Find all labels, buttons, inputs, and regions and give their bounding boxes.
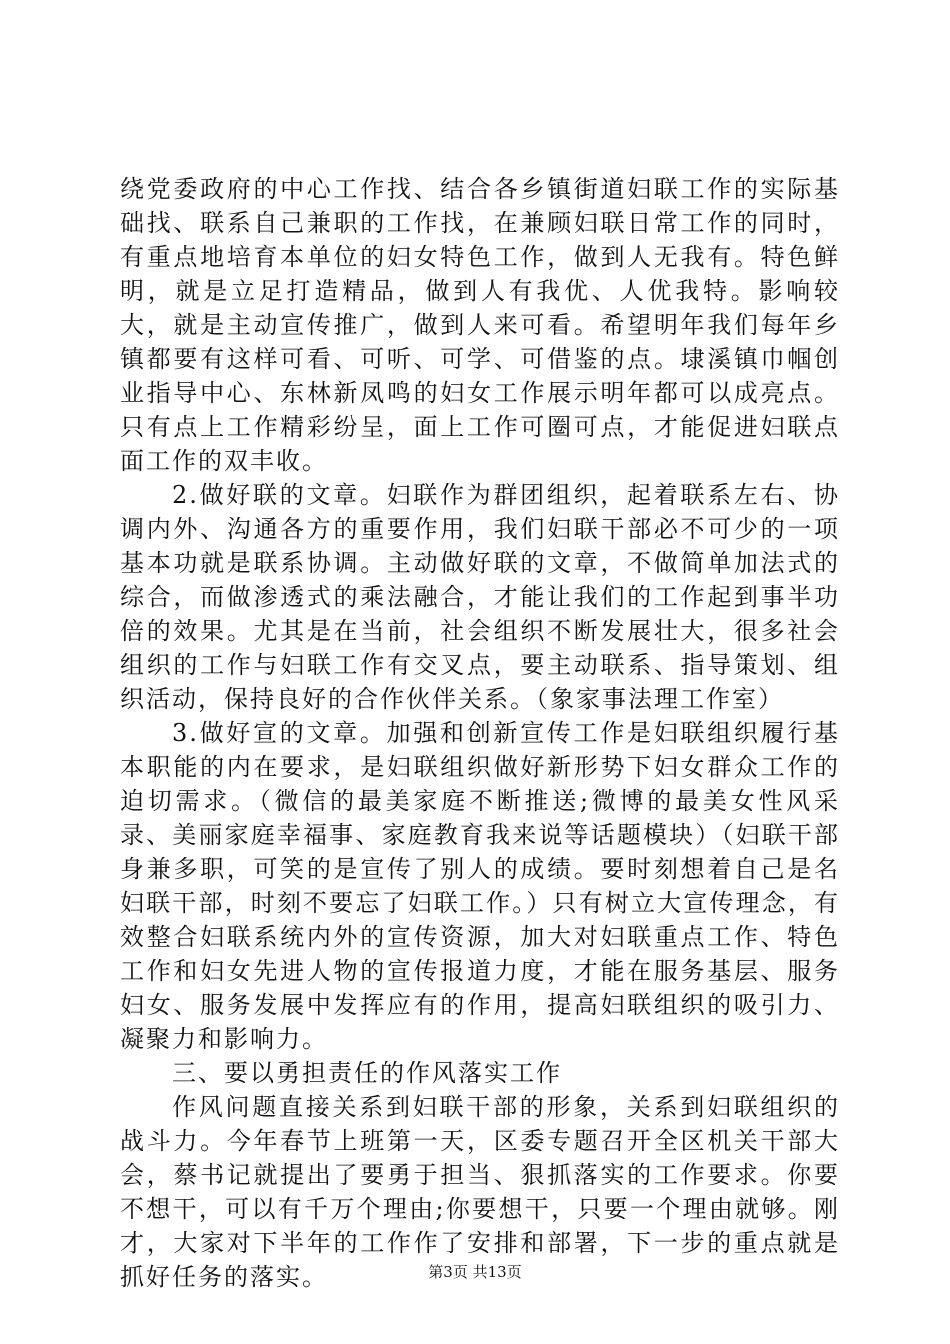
document-body xyxy=(120,172,840,1294)
paragraph-zuofeng: 作风问题直接关系到妇联干部的形象，关系到妇联组织的战斗力。今年春节上班第一天，区委专题召开全区机关干部大会，蔡书记就提出了要勇于担当、狠抓落实的工作要求。你要不想干，可以有千万个理由;你要想干，只要一个理由就够。刚才，大家对下半年的工作作了安排和部署，下一步的重点就是抓好任务的落实。 xyxy=(120,1093,840,1291)
paragraph-lian: 2.做好联的文章。妇联作为群团组织，起着联系左右、协调内外、沟通各方的重要作用，我们妇联干部必不可少的一项基本功就是联系协调。主动做好联的文章，不做简单加法式的综合，而做渗透式的乘法融合，才能让我们的工作起到事半功倍的效果。尤其是在当前，社会组织不断发展壮大，很多社会组织的工作与妇联工作有交叉点，要主动联系、指导策划、组织活动，保持良好的合作伙伴关系。（象家事法理工作室） xyxy=(120,481,840,713)
paragraph-xuan: 3.做好宣的文章。加强和创新宣传工作是妇联组织履行基本职能的内在要求，是妇联组织做好新形势下妇女群众工作的迫切需求。（微信的最美家庭不断推送;微博的最美女性风采录、美丽家庭幸福事、家庭教育我来说等话题模块）（妇联干部身兼多职，可笑的是宣传了别人的成绩。要时刻想着自己是名妇联干部，时刻不要忘了妇联工作。）只有树立大宣传理念，有效整合妇联系统内外的宣传资源，加大对妇联重点工作、特色工作和妇女先进人物的宣传报道力度，才能在服务基层、服务妇女、服务发展中发挥应有的作用，提高妇联组织的吸引力、凝聚力和影响力。 xyxy=(120,719,840,1053)
page-footer: 第3页 共13页 xyxy=(428,1263,522,1281)
section-heading: 三、要以勇担责任的作风落实工作 xyxy=(172,1059,562,1087)
paragraph-continued: 绕党委政府的中心工作找、结合各乡镇街道妇联工作的实际基础找、联系自己兼职的工作找，在兼顾妇联日常工作的同时，有重点地培育本单位的妇女特色工作，做到人无我有。特色鲜明，就是立足打造精品，做到人有我优、人优我特。影响较大，就是主动宣传推广，做到人来可看。希望明年我们每年乡镇都要有这样可看、可听、可学、可借鉴的点。埭溪镇巾帼创业指导中心、东林新凤鸣的妇女工作展示明年都可以成亮点。只有点上工作精彩纷呈，面上工作可圈可点，才能促进妇联点面工作的双丰收。 xyxy=(120,175,840,475)
